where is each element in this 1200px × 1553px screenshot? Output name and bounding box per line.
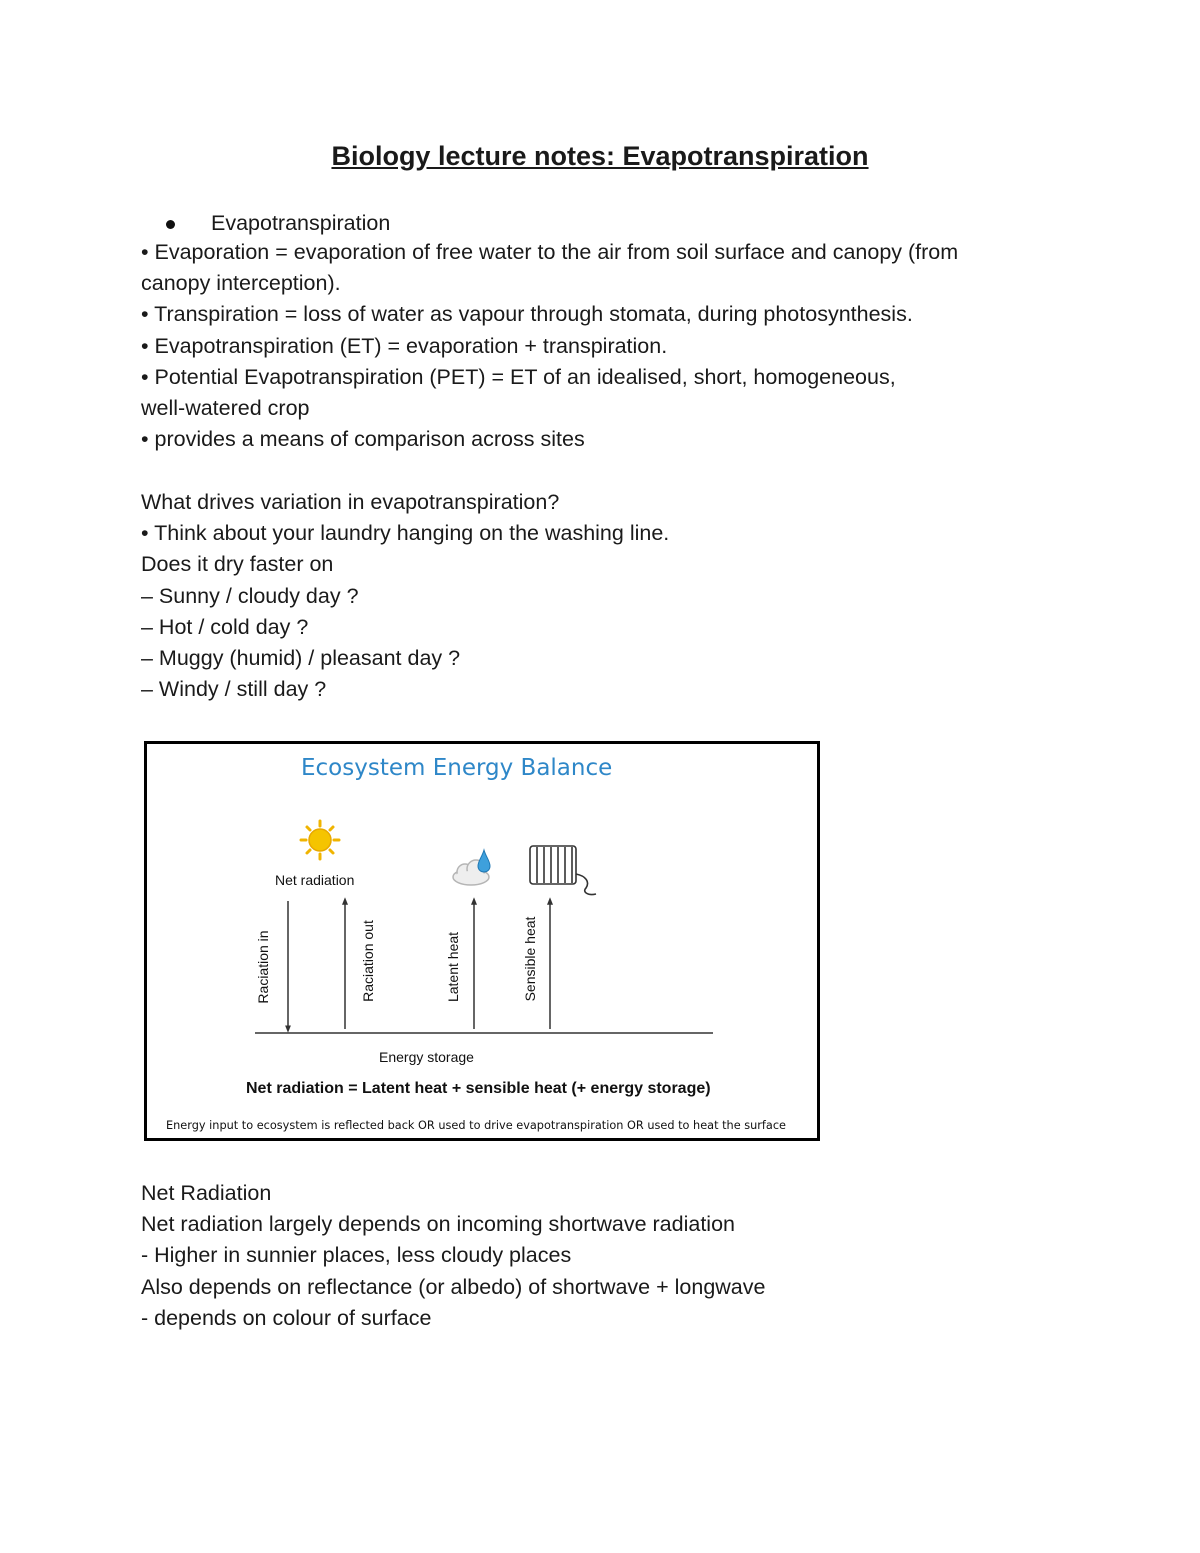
net-radiation-line: Also depends on reflectance (or albedo) of shortwave + longwave xyxy=(141,1274,766,1299)
bullet-dot-icon xyxy=(166,220,175,229)
drivers-line: – Sunny / cloudy day ? xyxy=(141,583,359,608)
net-radiation-heading: Net Radiation xyxy=(141,1181,272,1205)
energy-equation: Net radiation = Latent heat + sensible heat (+ energy storage) xyxy=(246,1080,711,1097)
energy-balance-figure xyxy=(144,741,820,1141)
drivers-line: – Windy / still day ? xyxy=(141,677,327,702)
figure-title: Ecosystem Energy Balance xyxy=(301,755,613,781)
energy-storage-label: Energy storage xyxy=(379,1049,474,1065)
net-radiation-line: - depends on colour of surface xyxy=(141,1305,432,1330)
radiation-in-label: Raciation in xyxy=(255,930,271,1004)
definition-line: well-watered crop xyxy=(141,395,310,420)
definition-line: • Transpiration = loss of water as vapour through stomata, during photosynthesis. xyxy=(141,302,913,327)
net-radiation-line: Net radiation largely depends on incoming shortwave radiation xyxy=(141,1212,735,1237)
drivers-line: – Hot / cold day ? xyxy=(141,614,309,639)
definition-line: canopy interception). xyxy=(141,271,341,296)
sensible-heat-label: Sensible heat xyxy=(522,916,538,1002)
definition-line: • provides a means of comparison across sites xyxy=(141,427,585,452)
bullet-text: Evapotranspiration xyxy=(211,211,391,235)
definitions-block xyxy=(141,237,1061,455)
latent-heat-label: Latent heat xyxy=(445,931,461,1003)
radiation-out-label: Raciation out xyxy=(360,920,376,1002)
page-title: Biology lecture notes: Evapotranspiration xyxy=(331,141,869,171)
drivers-line: Does it dry faster on xyxy=(141,552,334,577)
drivers-block xyxy=(141,487,1061,705)
net-radiation-label: Net radiation xyxy=(275,872,355,888)
definition-line: • Evapotranspiration (ET) = evaporation + transpiration. xyxy=(141,333,668,358)
sun-icon xyxy=(301,821,339,859)
drivers-line: – Muggy (humid) / pleasant day ? xyxy=(141,645,461,670)
net-radiation-block xyxy=(141,1178,1061,1334)
definition-line: • Potential Evapotranspiration (PET) = ET of an idealised, short, homogeneous, xyxy=(141,364,896,389)
figure-caption: Energy input to ecosystem is reflected back OR used to drive evapotranspiration OR used to heat the surface xyxy=(166,1119,786,1132)
net-radiation-line: - Higher in sunnier places, less cloudy places xyxy=(141,1243,572,1268)
definition-line: • Evaporation = evaporation of free water to the air from soil surface and canopy (from xyxy=(141,240,959,264)
drivers-question: What drives variation in evapotranspiration? xyxy=(141,490,560,514)
drivers-line: • Think about your laundry hanging on the washing line. xyxy=(141,521,670,546)
